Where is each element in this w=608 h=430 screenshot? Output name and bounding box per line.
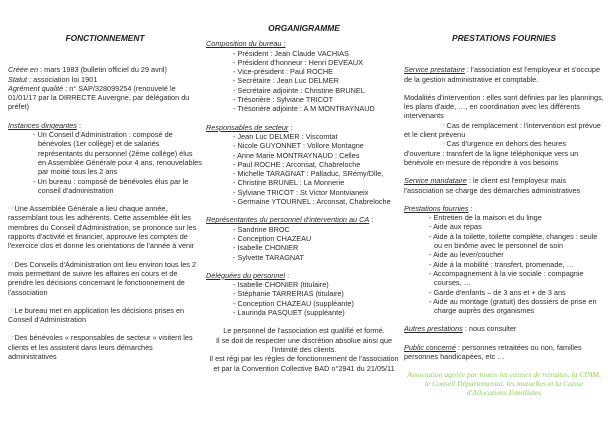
paragraph [8, 260, 202, 297]
fournies-suffix: : [468, 203, 473, 213]
pointing-hand-icon: ☞ [8, 305, 15, 315]
pointing-hand-icon: ☞ [440, 120, 447, 130]
prestation-item: - Aide à la toilette, toilette complète, changes : seule ou en binôme avec le personnel de soin [404, 232, 604, 251]
secteur-member: - Christine BRUNEL : La Monnerie [206, 178, 402, 187]
secteur-member: - Sylviane TRICOT : St Victor Montvianeix [206, 188, 402, 197]
prestation-item: - Entretien de la maison et du linge [404, 213, 604, 222]
delegues-block [206, 271, 402, 317]
bureau-block [206, 39, 402, 113]
bureau-member: - Président : Jean Claude VACHIAS [206, 49, 402, 58]
representante-item: - Sylvette TARAGNAT [206, 253, 402, 262]
fournies-block [404, 204, 604, 316]
representante-item: - Isabelle CHONIER [206, 243, 402, 252]
instance-item: - Un Conseil d'Administration : composé de bénévoles (1er collège) et de salariés représentants du personnel (2ème collège) élus en Assemblée Générale pour 4 ans, renouvelables par moitié tous les 2 ans [8, 130, 202, 176]
prestataire-label: Service prestataire [404, 65, 465, 75]
remplacement-text: Cas de remplacement : l'intervention est prévue et le client prévenu [404, 120, 601, 140]
urgence-text: Cas d'urgence en dehors des heures d'ouverture : transfert de la ligne téléphonique vers un bénévole en mesure de répondre à vos besoins [404, 139, 579, 167]
secteur-member: - Michelle TARAGNAT : Palladuc, SRémy/Dlle, [206, 169, 402, 178]
secteur-member: - Paul ROCHE : Arconsat, Chabreloche [206, 160, 402, 169]
paragraph-text: Des Conseils d'Administration ont lieu environ tous les 2 mois permettant de suivre les affaires en cours et de prendre les décisions concernant le fonctionnement de l'association [8, 259, 197, 297]
bureau-label: Composition du bureau : [206, 39, 286, 49]
instances-label: Instances dirigeantes [8, 120, 77, 130]
representante-item: - Sandrine BROC [206, 225, 402, 234]
agrement-line [8, 84, 202, 112]
footer-line: Le personnel de l'association est qualifié et formé. [223, 326, 385, 336]
prestations-column [404, 0, 604, 397]
prestations-title: PRESTATIONS FOURNIES [452, 33, 556, 43]
organigramme-title: ORGANIGRAMME [268, 23, 340, 33]
instances-suffix: : [76, 120, 82, 130]
delegues-label: Déléguées du personnel [206, 270, 286, 280]
prestataire-value: : l'association est l'employeur et s'occupe de la gestion administrative et comptable. [404, 65, 601, 84]
statut-line [8, 75, 202, 84]
bureau-member: - Président d'honneur : Henri DEVEAUX [206, 58, 402, 67]
modalites-paragraph: Modalités d'intervention : elles sont définies par les plannings, les plans d'aide, …, en coordination avec les différents intervenants [404, 92, 604, 121]
fournies-label: Prestations fournies [404, 203, 469, 213]
public-label: Public concerné [404, 342, 456, 352]
representante-item: - Conception CHAZEAU [206, 234, 402, 243]
secteur-member: - Anne Marie MONTRAYNAUD : Celles [206, 151, 402, 160]
organigramme-column [206, 0, 402, 373]
secteur-member: - Germaine YTOURNEL : Arconsat, Chabreloche [206, 197, 402, 206]
agrement-label: Agrément qualité [8, 83, 64, 93]
instances-block [8, 121, 202, 195]
delegue-item: - Laurinda PASQUET (suppléante) [206, 308, 402, 317]
remplacement-paragraph [404, 121, 604, 140]
representantes-suffix: : [369, 215, 374, 225]
prestation-item: - Garde d'enfants – de 3 ans et + de 3 ans [404, 288, 604, 297]
secteur-member: - Nicole GUYONNET : Vollore Montagne [206, 141, 402, 150]
paragraph [8, 333, 202, 361]
creation-value: : mars 1983 (bulletin officiel du 29 avril) [38, 65, 167, 75]
statut-value: : association loi 1901 [27, 74, 98, 84]
representantes-label: Représentantes du personnel d'intervention au CA [206, 215, 370, 225]
mandataire-value: : le client est l'employeur mais l'association se charge des démarches administratives [404, 176, 581, 195]
paragraph-text: Une Assemblée Générale a lieu chaque année, rassemblant tous les adhérents. Cette assemblée élit les membres du Conseil d'Administration, se prononce sur les rapports d'activité et financier, approuve les comptes de l'exercice clos et donne les orientations de l'année à venir [8, 204, 197, 251]
paragraph-text: Le bureau met en application les décisions prises en Conseil d'Administration [8, 305, 185, 325]
public-value: : personnes retraitées ou non, familles personnes handicapées, etc … [404, 342, 582, 362]
pointing-hand-icon: ☞ [440, 139, 447, 149]
personnel-footer [206, 326, 402, 372]
prestation-item: - Aide aux repas [404, 222, 604, 231]
prestation-item: - Aide au lever/coucher [404, 250, 604, 259]
mandataire-label: Service mandataire [404, 176, 467, 186]
pointing-hand-icon: ☞ [8, 333, 15, 343]
statut-label: Statut [8, 74, 28, 84]
delegue-item: - Stéphanie TARRERIAS (titulaire) [206, 289, 402, 298]
creation-label: Créée en [8, 65, 39, 75]
prestation-item: - Aide à la mobilité : transfert, promenade, … [404, 260, 604, 269]
paragraph [8, 306, 202, 325]
secteur-member: - Jean Luc DELMER : Viscomtat [206, 132, 402, 141]
fonctionnement-column [8, 0, 202, 361]
footer-line: Il est régi par les règles de fonctionnement de l'association et par la Convention Collective BAD n°2941 du 21/05/11 [209, 354, 399, 373]
delegues-suffix: : [285, 270, 290, 280]
creation-line [8, 65, 202, 74]
autres-paragraph [404, 324, 604, 333]
urgence-paragraph [404, 139, 604, 167]
pointing-hand-icon: ☞ [8, 204, 15, 214]
bureau-member: - Trésorière : Sylviane TRICOT [206, 95, 402, 104]
fonctionnement-title: FONCTIONNEMENT [65, 33, 145, 43]
paragraph-text: Des bénévoles « responsables de secteur » visitent les clients et les assistent dans leurs démarches administratives [8, 333, 193, 362]
secteur-suffix: : [288, 122, 293, 132]
prestation-item: - Accompagnement à la vie sociale : compagnie courses, … [404, 269, 604, 288]
secteur-block [206, 123, 402, 207]
mandataire-paragraph [404, 176, 604, 195]
identity-block [8, 65, 202, 111]
autres-label: Autres prestations [404, 324, 463, 334]
autres-value: : nous consulter [462, 324, 517, 334]
bureau-member: - Vice-président : Paul ROCHE [206, 67, 402, 76]
paragraph [8, 204, 202, 250]
delegue-item: - Isabelle CHONIER (titulaire) [206, 280, 402, 289]
agrement-value: : n° SAP/328099254 (renouvelé le 01/01/17 par la DIRRECTE Auvergne, par délégation du préfet) [8, 83, 190, 112]
public-paragraph [404, 343, 604, 362]
agrement-note: Association agréée par toutes les caisses de retraites, la CPAM, le Conseil Départemental, les mutuelles et la Caisse d'Allocations Familiales [407, 370, 601, 398]
representantes-block [206, 215, 402, 261]
bureau-member: - Secrétaire : Jean Luc DELMER [206, 76, 402, 85]
delegue-item: - Conception CHAZEAU (suppléante) [206, 299, 402, 308]
prestation-item: - Aide au montage (gratuit) des dossiers de prise en charge auprès des organismes [404, 297, 604, 316]
bureau-member: - Secrétaire adjointe : Christine BRUNEL [206, 86, 402, 95]
secteur-label: Responsables de secteur [206, 122, 289, 132]
bureau-member: - Trésorière adjointe : A M MONTRAYNAUD [206, 104, 402, 113]
footer-line: Il se doit de respecter une discrétion absolue ainsi que l'intimité des clients. [215, 335, 393, 354]
pointing-hand-icon: ☞ [8, 259, 15, 269]
prestataire-paragraph [404, 65, 604, 84]
instance-item: - Un bureau : composé de bénévoles élus par le conseil d'administration [8, 177, 202, 196]
